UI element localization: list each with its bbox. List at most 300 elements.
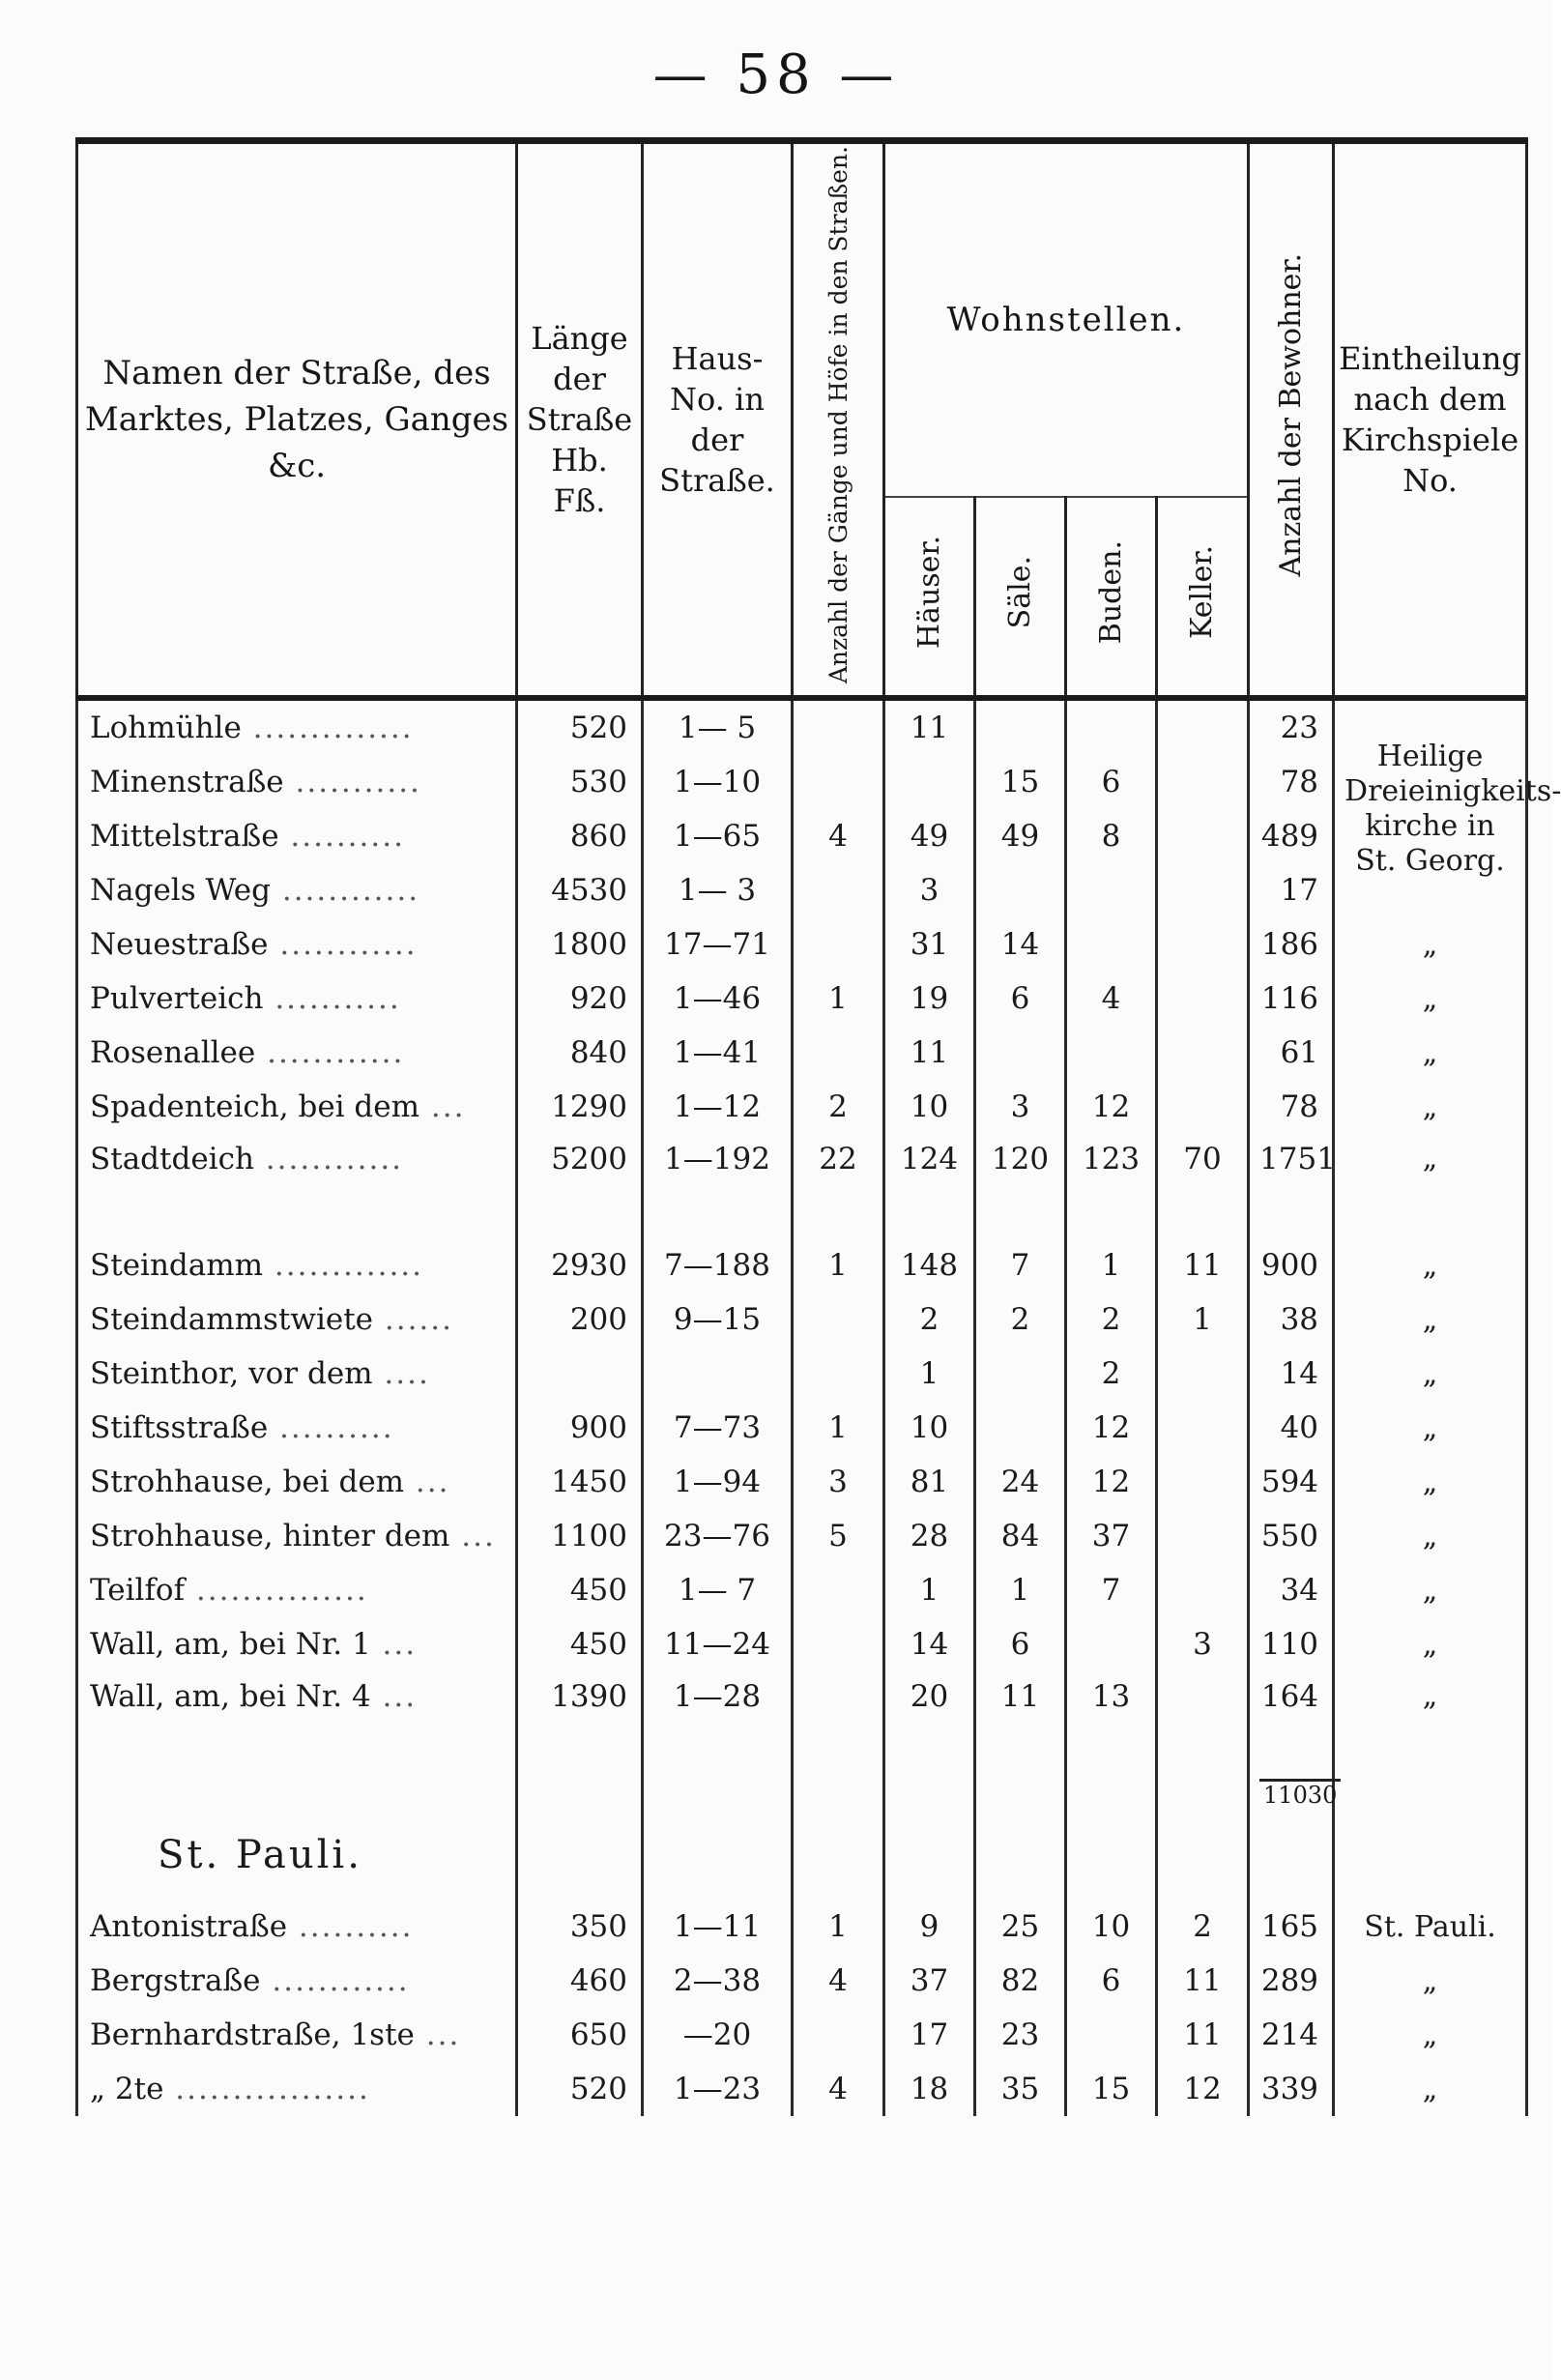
haeuser-count: 49 xyxy=(884,809,975,863)
dot-leader: ............ xyxy=(253,1142,404,1177)
dot-leader: ............... xyxy=(185,1573,368,1609)
saele-count xyxy=(975,1026,1066,1080)
section-row xyxy=(77,1811,1527,1900)
haeuser-count: 37 xyxy=(884,1954,975,2008)
saele-count: 6 xyxy=(975,1617,1066,1671)
empty-cell xyxy=(1066,1776,1157,1811)
keller-count xyxy=(1157,917,1249,972)
saele-count: 23 xyxy=(975,2008,1066,2062)
street-name: Stadtdeich ............ xyxy=(77,1134,517,1238)
buden-count xyxy=(1066,1617,1157,1671)
haeuser-count: 124 xyxy=(884,1134,975,1238)
table-row xyxy=(77,698,1527,755)
dot-leader: ........... xyxy=(263,981,401,1017)
street-name: Strohhause, bei dem ... xyxy=(77,1455,517,1509)
bewohner-count: 38 xyxy=(1249,1292,1334,1347)
bewohner-count: 214 xyxy=(1249,2008,1334,2062)
house-number-range: 1—192 xyxy=(643,1134,793,1238)
header-length: Länge der Straße Hb. Fß. xyxy=(517,141,643,699)
keller-count: 3 xyxy=(1157,1617,1249,1671)
table-row xyxy=(77,1954,1527,2008)
dot-leader: .... xyxy=(372,1356,430,1392)
keller-count xyxy=(1157,1509,1249,1563)
street-length: 1800 xyxy=(517,917,643,972)
house-number-range: 2—38 xyxy=(643,1954,793,2008)
gaenge-count: 1 xyxy=(793,1401,884,1455)
street-length: 520 xyxy=(517,2062,643,2116)
empty-cell xyxy=(884,1811,975,1900)
buden-count: 1 xyxy=(1066,1238,1157,1292)
keller-count: 2 xyxy=(1157,1900,1249,1954)
header-haeuser xyxy=(884,497,975,698)
house-number-range: 11—24 xyxy=(643,1617,793,1671)
table-row xyxy=(77,1026,1527,1080)
gaenge-count xyxy=(793,1347,884,1401)
buden-count: 10 xyxy=(1066,1900,1157,1954)
saele-count: 24 xyxy=(975,1455,1066,1509)
buden-count: 8 xyxy=(1066,809,1157,863)
street-length: 860 xyxy=(517,809,643,863)
dot-leader: ............ xyxy=(268,927,418,963)
dot-leader: ... xyxy=(414,2017,461,2053)
header-buden xyxy=(1066,497,1157,698)
house-number-range: —20 xyxy=(643,2008,793,2062)
house-number-range: 1—11 xyxy=(643,1900,793,1954)
kirchspiel-ditto: „ xyxy=(1334,1617,1527,1671)
street-length: 900 xyxy=(517,1401,643,1455)
street-length: 2930 xyxy=(517,1238,643,1292)
header-wohnstellen: Wohnstellen. xyxy=(884,141,1249,498)
bewohner-count: 40 xyxy=(1249,1401,1334,1455)
table-row xyxy=(77,1347,1527,1401)
dot-leader: ........... xyxy=(283,765,421,800)
bewohner-count: 23 xyxy=(1249,698,1334,755)
buden-count: 7 xyxy=(1066,1563,1157,1617)
street-length: 840 xyxy=(517,1026,643,1080)
table-row xyxy=(77,1509,1527,1563)
street-name: Stiftsstraße .......... xyxy=(77,1401,517,1455)
street-name: Bergstraße ............ xyxy=(77,1954,517,2008)
haeuser-count: 2 xyxy=(884,1292,975,1347)
street-length: 1450 xyxy=(517,1455,643,1509)
bewohner-count: 61 xyxy=(1249,1026,1334,1080)
empty-cell xyxy=(643,1811,793,1900)
street-length: 5200 xyxy=(517,1134,643,1238)
gaenge-count: 22 xyxy=(793,1134,884,1238)
haeuser-count: 81 xyxy=(884,1455,975,1509)
saele-count xyxy=(975,863,1066,917)
pauli-table-body xyxy=(77,1811,1527,2116)
table-row xyxy=(77,972,1527,1026)
haeuser-count: 20 xyxy=(884,1671,975,1776)
haeuser-count: 11 xyxy=(884,698,975,755)
header-house-no: Haus-No. in der Straße. xyxy=(643,141,793,699)
gaenge-count: 5 xyxy=(793,1509,884,1563)
bewohner-total: 11030 xyxy=(1259,1779,1341,1809)
street-length: 460 xyxy=(517,1954,643,2008)
gaenge-count xyxy=(793,698,884,755)
street-length: 920 xyxy=(517,972,643,1026)
house-number-range: 1—46 xyxy=(643,972,793,1026)
haeuser-count xyxy=(884,755,975,809)
gaenge-count: 1 xyxy=(793,972,884,1026)
dot-leader: ............. xyxy=(263,1248,424,1284)
kirchspiel-ditto: „ xyxy=(1334,1455,1527,1509)
kirchspiel-cell: „ xyxy=(1334,1954,1527,2008)
table-row xyxy=(77,1238,1527,1292)
bewohner-count: 186 xyxy=(1249,917,1334,972)
haeuser-count: 17 xyxy=(884,2008,975,2062)
header-bewohner xyxy=(1249,141,1334,699)
haeuser-count: 11 xyxy=(884,1026,975,1080)
empty-cell xyxy=(1334,1811,1527,1900)
kirchspiel-ditto: „ xyxy=(1334,1134,1527,1238)
haeuser-count: 9 xyxy=(884,1900,975,1954)
street-name: Teilfof ............... xyxy=(77,1563,517,1617)
keller-count: 11 xyxy=(1157,1954,1249,2008)
house-number-range: 1— 7 xyxy=(643,1563,793,1617)
header-name: Namen der Straße, des Marktes, Platzes, Ganges &c. xyxy=(77,141,517,699)
bewohner-count: 14 xyxy=(1249,1347,1334,1401)
dot-leader: ...... xyxy=(373,1302,453,1338)
header-keller-text: Keller. xyxy=(1185,544,1220,639)
buden-count: 37 xyxy=(1066,1509,1157,1563)
haeuser-count: 1 xyxy=(884,1563,975,1617)
buden-count xyxy=(1066,917,1157,972)
kirchspiel-cell: St. Pauli. xyxy=(1334,1900,1527,1954)
dot-leader: ... xyxy=(370,1627,418,1663)
gaenge-count: 4 xyxy=(793,2062,884,2116)
dot-leader: .......... xyxy=(287,1909,414,1945)
keller-count: 11 xyxy=(1157,1238,1249,1292)
saele-count: 3 xyxy=(975,1080,1066,1134)
dot-leader: ............ xyxy=(255,1035,405,1071)
street-name: Rosenallee ............ xyxy=(77,1026,517,1080)
buden-count xyxy=(1066,698,1157,755)
saele-count: 25 xyxy=(975,1900,1066,1954)
saele-count xyxy=(975,1401,1066,1455)
haeuser-count: 3 xyxy=(884,863,975,917)
bewohner-total-cell xyxy=(1249,1776,1338,1811)
bewohner-count: 34 xyxy=(1249,1563,1334,1617)
dot-leader: .............. xyxy=(241,711,414,746)
header-haeuser-text: Häuser. xyxy=(911,535,946,649)
street-name: Antonistraße .......... xyxy=(77,1900,517,1954)
saele-count: 82 xyxy=(975,1954,1066,2008)
keller-count xyxy=(1157,1401,1249,1455)
empty-cell xyxy=(517,1776,643,1811)
gaenge-count: 4 xyxy=(793,809,884,863)
house-number-range: 1—65 xyxy=(643,809,793,863)
keller-count xyxy=(1157,755,1249,809)
street-name: Bernhardstraße, 1ste ... xyxy=(77,2008,517,2062)
table-row xyxy=(77,755,1527,809)
buden-count: 12 xyxy=(1066,1455,1157,1509)
gaenge-count: 2 xyxy=(793,1080,884,1134)
street-length: 450 xyxy=(517,1617,643,1671)
kirchspiel-ditto: „ xyxy=(1334,972,1527,1026)
kirchspiel-ditto: „ xyxy=(1334,1026,1527,1080)
table-row xyxy=(77,1671,1527,1776)
dot-leader: ... xyxy=(370,1679,418,1715)
street-length: 1100 xyxy=(517,1509,643,1563)
kirchspiel-ditto: „ xyxy=(1334,1563,1527,1617)
keller-count: 11 xyxy=(1157,2008,1249,2062)
kirchspiel-block xyxy=(1334,698,1561,917)
street-length: 1290 xyxy=(517,1080,643,1134)
street-name: Strohhause, hinter dem ... xyxy=(77,1509,517,1563)
kirchspiel-ditto: „ xyxy=(1334,1509,1527,1563)
gaenge-count: 4 xyxy=(793,1954,884,2008)
house-number-range: 1—94 xyxy=(643,1455,793,1509)
keller-count xyxy=(1157,1080,1249,1134)
kirchspiel-name: Heilige Dreieinigkeits-kirche in St. Georg. xyxy=(1344,740,1561,879)
table-row xyxy=(77,1617,1527,1671)
empty-cell xyxy=(975,1776,1066,1811)
street-name: Wall, am, bei Nr. 1 ... xyxy=(77,1617,517,1671)
street-name: Nagels Weg ............ xyxy=(77,863,517,917)
keller-count: 70 xyxy=(1157,1134,1249,1238)
saele-count: 2 xyxy=(975,1292,1066,1347)
bewohner-count: 1751 xyxy=(1249,1134,1334,1238)
house-number-range: 7—73 xyxy=(643,1401,793,1455)
saele-count: 49 xyxy=(975,809,1066,863)
kirchspiel-ditto: „ xyxy=(1334,917,1527,972)
empty-cell xyxy=(1066,1811,1157,1900)
bewohner-count: 289 xyxy=(1249,1954,1334,2008)
georg-table-body xyxy=(77,698,1561,1811)
bewohner-count: 17 xyxy=(1249,863,1334,917)
bewohner-count: 489 xyxy=(1249,809,1334,863)
house-number-range: 7—188 xyxy=(643,1238,793,1292)
street-name: Wall, am, bei Nr. 4 ... xyxy=(77,1671,517,1776)
kirchspiel-cell: „ xyxy=(1334,2008,1527,2062)
street-name: Spadenteich, bei dem ... xyxy=(77,1080,517,1134)
gaenge-count xyxy=(793,2008,884,2062)
haeuser-count: 14 xyxy=(884,1617,975,1671)
header-bewohner-text: Anzahl der Bewohner. xyxy=(1273,252,1308,577)
table-row xyxy=(77,1292,1527,1347)
dot-leader: ................. xyxy=(163,2072,370,2107)
keller-count xyxy=(1157,972,1249,1026)
keller-count xyxy=(1157,1347,1249,1401)
street-name: Pulverteich ........... xyxy=(77,972,517,1026)
keller-count: 1 xyxy=(1157,1292,1249,1347)
buden-count: 12 xyxy=(1066,1080,1157,1134)
gaenge-count xyxy=(793,863,884,917)
saele-count: 7 xyxy=(975,1238,1066,1292)
dot-leader: ... xyxy=(449,1519,496,1554)
house-number-range xyxy=(643,1347,793,1401)
street-length: 1390 xyxy=(517,1671,643,1776)
dot-leader: .......... xyxy=(268,1410,394,1446)
house-number-range: 1—28 xyxy=(643,1671,793,1776)
bewohner-count: 116 xyxy=(1249,972,1334,1026)
street-name: Minenstraße ........... xyxy=(77,755,517,809)
dot-leader: ............ xyxy=(260,1963,410,1999)
bewohner-count: 165 xyxy=(1249,1900,1334,1954)
street-length: 650 xyxy=(517,2008,643,2062)
house-number-range: 1—12 xyxy=(643,1080,793,1134)
kirchspiel-cell: „ xyxy=(1334,2062,1527,2116)
bewohner-count: 594 xyxy=(1249,1455,1334,1509)
house-number-range: 1—41 xyxy=(643,1026,793,1080)
street-name: Neuestraße ............ xyxy=(77,917,517,972)
kirchspiel-ditto: „ xyxy=(1334,1347,1527,1401)
saele-count: 6 xyxy=(975,972,1066,1026)
street-length: 4530 xyxy=(517,863,643,917)
empty-cell xyxy=(1249,1811,1334,1900)
table-row xyxy=(77,1455,1527,1509)
buden-count: 6 xyxy=(1066,1954,1157,2008)
buden-count: 12 xyxy=(1066,1401,1157,1455)
section-title: St. Pauli. xyxy=(158,1833,362,1878)
empty-cell xyxy=(1334,1776,1527,1811)
house-number-range: 9—15 xyxy=(643,1292,793,1347)
kirchspiel-ditto: „ xyxy=(1334,1401,1527,1455)
saele-count: 35 xyxy=(975,2062,1066,2116)
street-name: Steindammstwiete ...... xyxy=(77,1292,517,1347)
buden-count: 4 xyxy=(1066,972,1157,1026)
empty-cell xyxy=(975,1811,1066,1900)
house-number-range: 1— 3 xyxy=(643,863,793,917)
gaenge-count xyxy=(793,1671,884,1776)
kirchspiel-ditto: „ xyxy=(1334,1238,1527,1292)
street-length: 520 xyxy=(517,698,643,755)
bewohner-count: 110 xyxy=(1249,1617,1334,1671)
empty-cell xyxy=(517,1811,643,1900)
house-number-range: 1— 5 xyxy=(643,698,793,755)
keller-count xyxy=(1157,863,1249,917)
table-row xyxy=(77,1401,1527,1455)
bewohner-count: 550 xyxy=(1249,1509,1334,1563)
header-keller xyxy=(1157,497,1249,698)
house-number-range: 23—76 xyxy=(643,1509,793,1563)
saele-count: 14 xyxy=(975,917,1066,972)
keller-count xyxy=(1157,1455,1249,1509)
kirchspiel-ditto: „ xyxy=(1334,1080,1527,1134)
saele-count: 120 xyxy=(975,1134,1066,1238)
dot-leader: ... xyxy=(419,1089,466,1125)
dot-leader: .......... xyxy=(278,819,405,855)
keller-count: 12 xyxy=(1157,2062,1249,2116)
gaenge-count xyxy=(793,755,884,809)
buden-count xyxy=(1066,863,1157,917)
gaenge-count xyxy=(793,1292,884,1347)
street-name: Lohmühle .............. xyxy=(77,698,517,755)
buden-count: 123 xyxy=(1066,1134,1157,1238)
keller-count xyxy=(1157,1563,1249,1617)
house-number-range: 17—71 xyxy=(643,917,793,972)
buden-count: 13 xyxy=(1066,1671,1157,1776)
empty-cell xyxy=(77,1776,517,1811)
street-length xyxy=(517,1347,643,1401)
street-length: 450 xyxy=(517,1563,643,1617)
buden-count: 15 xyxy=(1066,2062,1157,2116)
buden-count: 6 xyxy=(1066,755,1157,809)
table-row xyxy=(77,2008,1527,2062)
header-saele-text: Säle. xyxy=(1002,555,1037,628)
page-number: — 58 — xyxy=(652,44,900,106)
keller-count xyxy=(1157,1671,1249,1776)
house-number-range: 1—23 xyxy=(643,2062,793,2116)
keller-count xyxy=(1157,698,1249,755)
empty-cell xyxy=(793,1811,884,1900)
street-name: Steinthor, vor dem .... xyxy=(77,1347,517,1401)
saele-count xyxy=(975,1347,1066,1401)
haeuser-count: 10 xyxy=(884,1080,975,1134)
empty-cell xyxy=(1157,1776,1249,1811)
haeuser-count: 148 xyxy=(884,1238,975,1292)
table-row xyxy=(77,863,1527,917)
dot-leader: ... xyxy=(404,1465,450,1500)
buden-count: 2 xyxy=(1066,1347,1157,1401)
haeuser-count: 19 xyxy=(884,972,975,1026)
bewohner-count: 78 xyxy=(1249,1080,1334,1134)
gaenge-count: 1 xyxy=(793,1900,884,1954)
bewohner-count: 339 xyxy=(1249,2062,1334,2116)
table-row xyxy=(77,1563,1527,1617)
house-number-range: 1—10 xyxy=(643,755,793,809)
gaenge-count xyxy=(793,1026,884,1080)
table-row xyxy=(77,809,1527,863)
table-row xyxy=(77,2062,1527,2116)
street-name: Steindamm ............. xyxy=(77,1238,517,1292)
keller-count xyxy=(1157,1026,1249,1080)
kirchspiel-ditto: „ xyxy=(1334,1292,1527,1347)
street-name: „ 2te ................. xyxy=(77,2062,517,2116)
header-kirchspiel: Eintheilung nach dem Kirchspiele No. xyxy=(1334,141,1527,699)
gaenge-count xyxy=(793,1617,884,1671)
total-row xyxy=(77,1776,1527,1811)
haeuser-count: 1 xyxy=(884,1347,975,1401)
table-row xyxy=(77,1134,1527,1238)
gaenge-count: 1 xyxy=(793,1238,884,1292)
gaenge-count xyxy=(793,917,884,972)
dot-leader: ............ xyxy=(271,873,420,909)
haeuser-count: 31 xyxy=(884,917,975,972)
bewohner-count: 900 xyxy=(1249,1238,1334,1292)
buden-count: 2 xyxy=(1066,1292,1157,1347)
haeuser-count: 18 xyxy=(884,2062,975,2116)
gaenge-count xyxy=(793,1563,884,1617)
empty-cell xyxy=(884,1776,975,1811)
header-buden-text: Buden. xyxy=(1093,539,1128,644)
empty-cell xyxy=(793,1776,884,1811)
header-gaenge xyxy=(793,141,884,699)
table-row xyxy=(77,917,1527,972)
street-name: Mittelstraße .......... xyxy=(77,809,517,863)
street-length: 350 xyxy=(517,1900,643,1954)
street-register-table xyxy=(75,137,1561,2116)
bewohner-count: 78 xyxy=(1249,755,1334,809)
street-length: 530 xyxy=(517,755,643,809)
saele-count: 84 xyxy=(975,1509,1066,1563)
table-row xyxy=(77,1080,1527,1134)
gaenge-count: 3 xyxy=(793,1455,884,1509)
kirchspiel-ditto: „ xyxy=(1334,1671,1527,1776)
empty-cell xyxy=(1157,1811,1249,1900)
header-saele xyxy=(975,497,1066,698)
buden-count xyxy=(1066,2008,1157,2062)
keller-count xyxy=(1157,809,1249,863)
haeuser-count: 28 xyxy=(884,1509,975,1563)
table-row xyxy=(77,1900,1527,1954)
header-gaenge-text: Anzahl der Gänge und Höfe in den Straßen. xyxy=(824,146,853,684)
saele-count: 15 xyxy=(975,755,1066,809)
saele-count: 11 xyxy=(975,1671,1066,1776)
haeuser-count: 10 xyxy=(884,1401,975,1455)
